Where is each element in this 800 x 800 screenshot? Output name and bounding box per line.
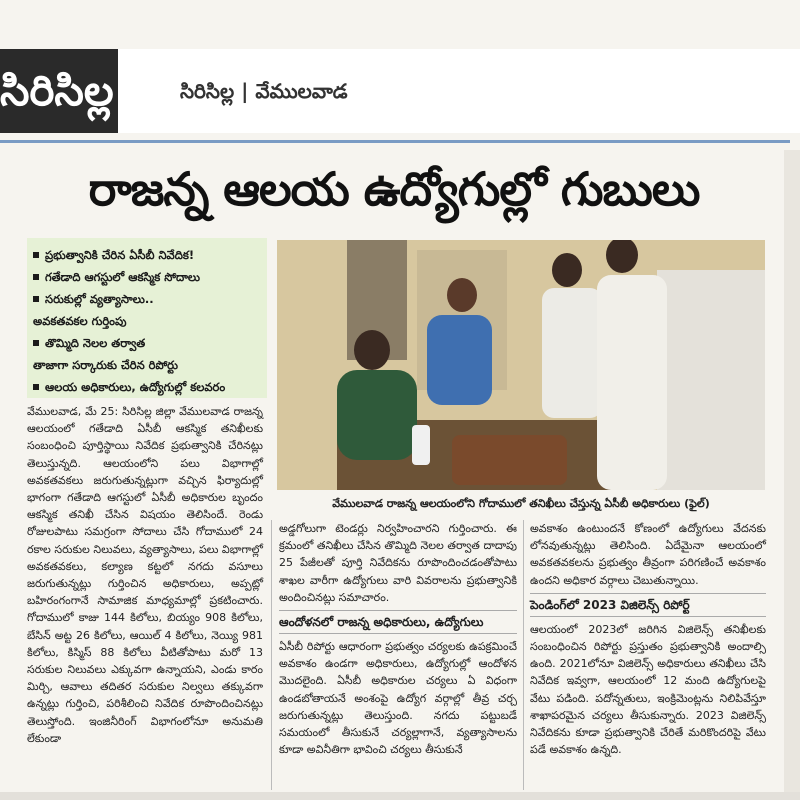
photo-person-head — [552, 253, 582, 287]
photo-person-green — [337, 370, 417, 460]
photo-person-head — [354, 330, 390, 370]
page-bottom-edge — [0, 792, 800, 800]
summary-item: ప్రభుత్వానికి చేరిన ఏసీబీ నివేదిక! — [33, 244, 261, 266]
article-column-3 — [530, 520, 766, 758]
article-subheading: ఆందోళనలో రాజన్న అధికారులు, ఉద్యోగులు — [279, 610, 517, 634]
news-photo — [277, 240, 765, 490]
photo-bag — [452, 435, 567, 485]
bullet-icon — [33, 384, 39, 390]
summary-item: తొమ్మిది నెలల తర్వాత — [33, 332, 261, 354]
summary-item: ఆలయ అధికారులు, ఉద్యోగుల్లో కలవరం — [33, 376, 261, 398]
article-column-2 — [279, 520, 517, 758]
photo-bottle — [412, 425, 430, 465]
adjacent-page-edge — [784, 150, 800, 800]
masthead — [0, 49, 800, 133]
article-paragraph: వేములవాడ, మే 25: సిరిసిల్ల జిల్లా వేములవాడ రాజన్న ఆలయంలో గతేడాది ఏసీబీ ఆకస్మిక తనిఖీలకు సంబంధించి పూర్తిస్థాయి నివేదిక ప్రభుత్వానికి చేరినట్లు తెలుస్తున్నది. ఆలయంలోని పలు విభాగాల్లో అవకతవకలు జరుగుతున్నట్లుగా వచ్చిన ఫిర్యాదుల్లో భాగంగా గతేడాది ఆగస్టులో ఏసీబీ అధికారుల బృందం ఆకస్మిక తనిఖీ చేసిన విషయం తెలిసిందే. రెండు రోజులపాటు సమగ్రంగా సోదాలు చేసి గోదాములో 24 రకాల సరుకుల నిలువలు, వ్యత్యాసాలు, పలు విభాగాల్లో అవకతవకలు, కల్యాణ కట్టలో నగదు వసూలు జరుగుతున్నట్లు గుర్తించిన అధికారులు, అప్పట్లో బహిరంగంగానే సామాజిక మాధ్యమాల్లో ప్రకటించారు. గోదాములో కాజు 144 కిలోలు, బియ్యం 908 కిలోలు, బేసిన్ అట్ట 26 కిలోలు, ఆయిల్ 4 కిలోలు, నెయ్యి 981 కిలోలు, కిస్మిస్ 88 కిలోలు వీటితోపాటు మరో 13 సరుకుల నిలువలు ఎక్కువగా ఉన్నాయని, ఎండు కారం మిర్చి, ఆవాలు తదితర సరుకుల నిల్వలు తక్కువగా ఉన్నట్లు గుర్తించి, పరిశీలించి నివేదిక రూపొందించినట్లు తెలుస్తోంది. ఇంజినీరింగ్ విభాగంలోనూ అనుమతి లేకుండా — [27, 405, 263, 745]
bullet-icon — [33, 340, 39, 346]
accent-rule — [0, 140, 790, 143]
photo-person-blue — [427, 315, 492, 405]
column-divider — [271, 520, 272, 790]
headline: రాజన్న ఆలయ ఉద్యోగుల్లో గుబులు — [88, 162, 700, 216]
bullet-icon — [33, 252, 39, 258]
article-paragraph: ఏసీబీ రిపోర్టు ఆధారంగా ప్రభుత్వం చర్యలకు ఉపక్రమించే అవకాశం ఉండగా అధికారులు, ఉద్యోగుల్లో ఆందోళన మొదలైంది. ఏసీబీ అధికారుల చర్యలు ఏ విధంగా ఉండబోతాయనే అంశంపై ఉద్యోగ వర్గాల్లో తీవ్ర చర్చ జరుగుతున్నట్లు తెలుస్తుంది. నగదు పట్టుబడే సమయంలో తీసుకునే చర్యల్లాగానే, వ్యత్యాసాలను కూడా అవినీతిగా భావించి చర్యలు తీసుకునే — [279, 640, 517, 757]
photo-fridge — [657, 270, 765, 490]
article-paragraph: అవకాశం ఉంటుందనే కోణంలో ఉద్యోగులు వేదనకు లోనవుతున్నట్లు తెలిసింది. ఏదేమైనా ఆలయంలో అవకతవకలను ప్రభుత్వం తీవ్రంగా పరిగణించే అవకాశం ఉందని అధికార వర్గాలు చెబుతున్నాయి. — [530, 522, 766, 587]
column-divider — [523, 520, 524, 790]
photo-person-head — [447, 278, 477, 312]
masthead-brand: సిరిసిల్ల — [0, 49, 118, 133]
photo-caption: వేములవాడ రాజన్న ఆలయంలోని గోదాములో తనిఖీలు చేస్తున్న ఏసీబీ అధికారులు (ఫైల్) — [332, 497, 710, 510]
article-paragraph: అడ్డగోలుగా టెండర్లు నిర్వహించారని గుర్తించారు. ఈ క్రమంలో తనిఖీలు చేసిన తొమ్మిది నెలల తర్వాత దాదాపు 25 పేజీలతో పూర్తి నివేదికను రూపొందించడంతోపాటు శాఖల వారీగా ఉద్యోగులు వారి వివరాలను ప్రభుత్వానికి అందించినట్లు సమాచారం. — [279, 522, 517, 604]
article-paragraph: ఆలయంలో 2023లో జరిగిన విజిలెన్స్ తనిఖీలకు సంబంధించిన రిపోర్టు ప్రస్తుతం ప్రభుత్వానికి అందాల్సి ఉంది. 2021లోనూ విజిలెన్స్ అధికారులు తనిఖీలు చేసి నివేదిక ఇవ్వగా, ఆలయంలో 12 మంది ఉద్యోగులపై వేటు పడింది. పదోన్నతులు, ఇంక్రిమెంట్లను నిలిపివేస్తూ శాఖాపరమైన చర్యలు తీసుకున్నారు. 2023 విజిలెన్స్ నివేదికను కూడా ప్రభుత్వానికి చేరితే మరికొందరిపై వేటు పడే అవకాశం ఉన్నది. — [530, 622, 766, 757]
bullet-icon — [33, 296, 39, 302]
summary-list — [33, 244, 261, 398]
article-subheading: పెండింగ్‌లో 2023 విజిలెన్స్ రిపోర్ట్ — [530, 593, 766, 617]
summary-item: గతేడాది ఆగస్టులో ఆకస్మిక సోదాలు — [33, 266, 261, 288]
summary-item-continuation: తాజాగా సర్కారుకు చేరిన రిపోర్టు — [33, 358, 178, 372]
article-column-1 — [27, 403, 263, 747]
masthead-dateline: సిరిసిల్ల | వేములవాడ — [180, 79, 348, 103]
photo-person-white — [597, 275, 667, 490]
bullet-icon — [33, 274, 39, 280]
photo-person-white — [542, 288, 602, 418]
summary-box — [27, 238, 267, 398]
photo-illustration — [277, 240, 765, 490]
summary-item: సరుకుల్లో వ్యత్యాసాలు.. — [33, 288, 261, 310]
summary-item-continuation: అవకతవకల గుర్తింపు — [33, 314, 127, 328]
